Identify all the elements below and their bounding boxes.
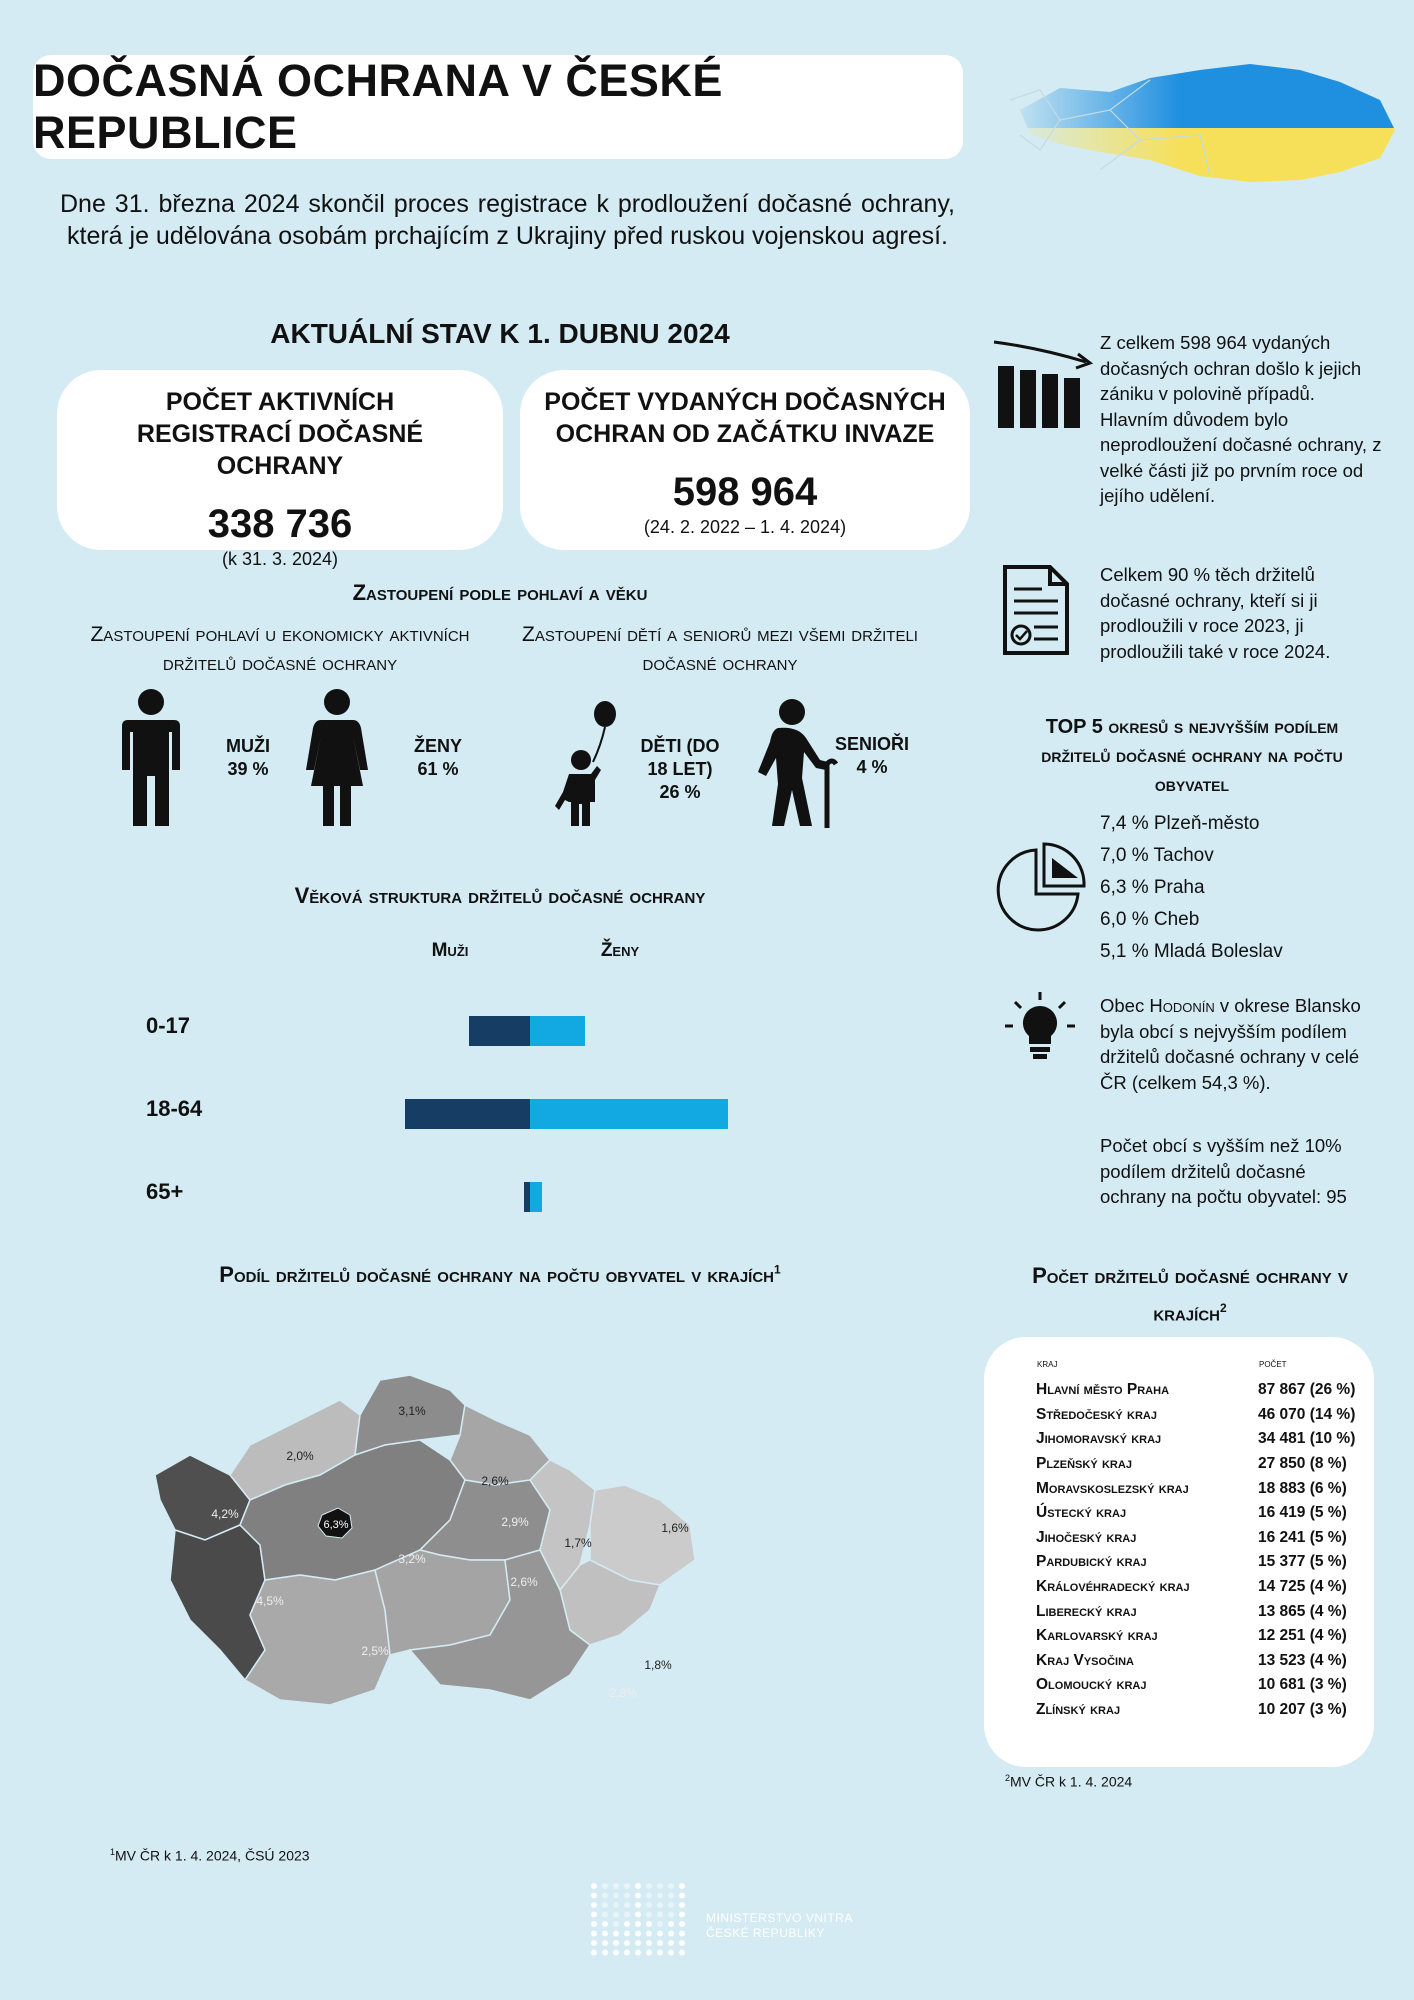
age-group-label: 18-64 <box>146 1096 203 1121</box>
gender-age-heading: Zastoupení podle pohlaví a věku <box>352 580 648 605</box>
table-row <box>1036 1501 1355 1526</box>
top5-item: 7,4 % Plzeň-město <box>1100 813 1260 834</box>
card-value: 598 964 <box>672 470 818 514</box>
man-icon <box>120 688 182 828</box>
region-jihocesky <box>245 1570 390 1705</box>
kraj-name: Středočeský kraj <box>1036 1405 1157 1423</box>
kraj-count: 16 241 (5 %) <box>1258 1528 1347 1546</box>
kraj-count: 34 481 (10 %) <box>1258 1430 1356 1448</box>
seniors-label: SENIOŘI <box>834 734 909 754</box>
map-heading <box>30 1262 970 1288</box>
card-label: POČET VYDANÝCH DOČASNÝCH OCHRAN OD ZAČÁTKU INVAZE <box>544 388 946 448</box>
map-source-sup: 1 <box>110 1847 116 1857</box>
ukraine-map-decoration <box>1000 40 1400 190</box>
table-row <box>1036 1698 1355 1723</box>
kraj-name: Liberecký kraj <box>1036 1602 1137 1620</box>
kraj-count: 13 523 (4 %) <box>1258 1651 1347 1669</box>
map-label-jihocesky: 2,5% <box>361 1644 389 1658</box>
kraje-source-text: MV ČR k 1. 4. 2024 <box>1010 1773 1133 1790</box>
kraj-count: 15 377 (5 %) <box>1258 1553 1347 1571</box>
table-row <box>1036 1599 1355 1624</box>
kraj-name: Moravskoslezský kraj <box>1036 1479 1189 1497</box>
table-row <box>1036 1526 1355 1551</box>
men-pct: 39 % <box>227 759 269 779</box>
kraje-source-sup: 2 <box>1005 1773 1011 1783</box>
map-source-text: MV ČR k 1. 4. 2024, ČSÚ 2023 <box>115 1847 310 1864</box>
women-label: ŽENY <box>413 736 462 756</box>
fact-hodonin <box>1100 993 1380 1095</box>
table-row <box>1036 1624 1355 1649</box>
kids-seniors-caption: Zastoupení dětí a seniorů mezi všemi držiteli dočasné ochrany <box>522 623 918 675</box>
seniors-pct: 4 % <box>856 757 888 777</box>
intro-text: Dne 31. března 2024 skončil proces registrace k prodloužení dočasné ochrany, která je udělována osobám prchajícím z Ukrajiny před ruskou vojenskou agresí. <box>60 190 955 250</box>
page-title: DOČASNÁ OCHRANA V ČESKÉ REPUBLICE <box>33 55 723 158</box>
kids-label: DĚTI (DO <box>640 736 720 756</box>
pie-chart-icon <box>990 840 1090 940</box>
women-pct: 61 % <box>417 759 459 779</box>
kraj-name: Jihočeský kraj <box>1036 1528 1137 1546</box>
age-bar-women <box>530 1016 585 1046</box>
card-value: 338 736 <box>207 502 353 546</box>
col-header-pocet: počet <box>1259 1356 1287 1370</box>
kraje-heading-text: Počet držitelů dočasné ochrany v krajích <box>1032 1263 1348 1326</box>
senior-with-cane-icon <box>748 698 840 830</box>
region-plzensky <box>170 1525 265 1680</box>
age-structure-heading: Věková struktura držitelů dočasné ochrany <box>294 883 706 908</box>
czech-regions-map <box>150 1360 860 1780</box>
col-header-kraj: kraj <box>1037 1356 1058 1370</box>
fact-expired: Z celkem 598 964 vydaných dočasných ochran došlo k jejich zániku v polovině případů. Hlavním důvodem bylo neprodloužení dočasné ochrany, z velké části již po prvním roce od jejího udělení. <box>1100 332 1382 506</box>
ministry-logo-text <box>706 1911 853 1941</box>
kraj-name: Karlovarský kraj <box>1036 1627 1158 1645</box>
document-check-icon <box>1000 563 1072 657</box>
fact-prolonged: Celkem 90 % těch držitelů dočasné ochrany, kteří si ji prodloužili v roce 2023, ji prodloužili také v roce 2024. <box>1100 564 1331 662</box>
region-kralovehradecky <box>450 1405 550 1485</box>
table-row <box>1036 1550 1355 1575</box>
kraj-count: 12 251 (4 %) <box>1258 1627 1347 1645</box>
map-label-moravskoslezsky: 1,6% <box>661 1521 689 1535</box>
map-heading-sup: 1 <box>774 1262 781 1277</box>
age-group-label: 65+ <box>146 1179 184 1204</box>
map-label-jihomoravsky: 2,8% <box>609 1686 637 1700</box>
age-men-label: Muži <box>431 940 469 961</box>
card-label: POČET AKTIVNÍCH REGISTRACÍ DOČASNÉ OCHRANY <box>136 388 424 480</box>
kraj-count: 10 207 (3 %) <box>1258 1701 1347 1719</box>
logo-line-1: MINISTERSTVO VNITRA <box>706 1911 853 1925</box>
age-structure-chart <box>0 980 1000 1220</box>
ministry-logo-icon <box>588 1880 693 1960</box>
fact-municipalities: Počet obcí s vyšším než 10% podílem držitelů dočasné ochrany na počtu obyvatel: 95 <box>1100 1135 1347 1207</box>
kraje-table-card <box>984 1337 1374 1767</box>
kraj-count: 46 070 (14 %) <box>1258 1405 1356 1423</box>
map-label-stredocesky: 3,2% <box>398 1552 426 1566</box>
top5-list <box>1100 808 1283 968</box>
lightbulb-icon <box>1003 990 1077 1064</box>
men-label: MUŽI <box>226 736 270 756</box>
kraj-count: 10 681 (3 %) <box>1258 1676 1347 1694</box>
kraj-name: Kraj Vysočina <box>1036 1651 1134 1669</box>
age-group-label: 0-17 <box>146 1013 191 1038</box>
map-label-ustecky: 2,0% <box>286 1449 314 1463</box>
kraje-table-heading <box>1000 1260 1380 1329</box>
kraj-count: 14 725 (4 %) <box>1258 1578 1347 1596</box>
top5-heading: TOP 5 okresů s nejvyšším podílem držitelů dočasné ochrany na počtu obyvatel <box>1041 716 1343 796</box>
kraj-count: 16 419 (5 %) <box>1258 1504 1347 1522</box>
map-label-zlinsky: 1,8% <box>644 1658 672 1672</box>
fact-hodonin-pre: Obec <box>1100 995 1150 1016</box>
kraje-source <box>1005 1773 1132 1790</box>
top5-item: 6,0 % Cheb <box>1100 909 1200 930</box>
child-with-balloon-icon <box>555 700 625 830</box>
map-label-olomoucky: 1,7% <box>564 1536 592 1550</box>
kraj-name: Zlínský kraj <box>1036 1701 1121 1719</box>
kids-label-2: 18 LET) <box>647 759 713 779</box>
gender-caption: Zastoupení pohlaví u ekonomicky aktivních držitelů dočasné ochrany <box>90 623 470 675</box>
top5-item: 6,3 % Praha <box>1100 877 1205 898</box>
map-label-pardubicky: 2,9% <box>501 1515 529 1529</box>
declining-bars-icon <box>990 338 1102 430</box>
age-bar-men <box>405 1099 530 1129</box>
map-source <box>110 1847 310 1864</box>
active-registrations-card <box>57 370 503 569</box>
kraj-count: 87 867 (26 %) <box>1258 1381 1356 1399</box>
kraj-name: Plzeňský kraj <box>1036 1455 1132 1473</box>
map-label-plzensky: 4,5% <box>256 1594 284 1608</box>
kraj-name: Olomoucký kraj <box>1036 1676 1147 1694</box>
age-women-label: Ženy <box>600 940 640 961</box>
woman-icon <box>305 688 369 828</box>
table-row <box>1036 1673 1355 1698</box>
top5-item: 7,0 % Tachov <box>1100 845 1214 866</box>
kraje-heading-sup: 2 <box>1220 1301 1227 1315</box>
kraj-name: Pardubický kraj <box>1036 1553 1147 1571</box>
title-box <box>33 55 963 159</box>
kraj-name: Hlavní město Praha <box>1036 1381 1170 1399</box>
table-row <box>1036 1452 1355 1477</box>
kraj-count: 27 850 (8 %) <box>1258 1455 1347 1473</box>
table-row <box>1036 1575 1355 1600</box>
age-bar-women <box>530 1099 728 1129</box>
map-label-liberecky: 3,1% <box>398 1404 426 1418</box>
table-row <box>1036 1403 1355 1428</box>
kraj-count: 13 865 (4 %) <box>1258 1602 1347 1620</box>
issued-protections-card <box>520 370 970 550</box>
kraj-count: 18 883 (6 %) <box>1258 1479 1347 1497</box>
map-label-praha: 6,3% <box>323 1519 349 1531</box>
kraj-name: Královéhradecký kraj <box>1036 1578 1190 1596</box>
top5-item: 5,1 % Mladá Boleslav <box>1100 941 1283 962</box>
table-row <box>1036 1378 1355 1403</box>
map-label-vysocina: 2,6% <box>510 1575 538 1589</box>
status-heading: AKTUÁLNÍ STAV K 1. DUBNU 2024 <box>270 318 730 349</box>
card-sub: (24. 2. 2022 – 1. 4. 2024) <box>643 517 847 537</box>
logo-line-2: ČESKÉ REPUBLIKY <box>706 1926 825 1940</box>
kraj-name: Ústecký kraj <box>1036 1504 1127 1522</box>
table-row <box>1036 1427 1355 1452</box>
fact-hodonin-town: Hodonín <box>1149 995 1215 1016</box>
table-row <box>1036 1649 1355 1674</box>
kraj-name: Jihomoravský kraj <box>1036 1430 1162 1448</box>
card-sub: (k 31. 3. 2024) <box>221 549 339 569</box>
age-bar-men <box>469 1016 530 1046</box>
kids-pct: 26 % <box>659 782 701 802</box>
age-bar-women <box>530 1182 542 1212</box>
kraje-table <box>1036 1355 1355 1722</box>
map-label-kralovehradecky: 2,6% <box>481 1474 509 1488</box>
fact-hodonin-post: v okrese Blansko byla obcí s nejvyšším podílem držitelů dočasné ochrany v celé ČR (celkem 54,3 %). <box>1100 995 1361 1093</box>
table-row <box>1036 1476 1355 1501</box>
map-heading-text: Podíl držitelů dočasné ochrany na počtu obyvatel v krajích <box>219 1262 774 1287</box>
map-label-karlovarsky: 4,2% <box>211 1507 239 1521</box>
